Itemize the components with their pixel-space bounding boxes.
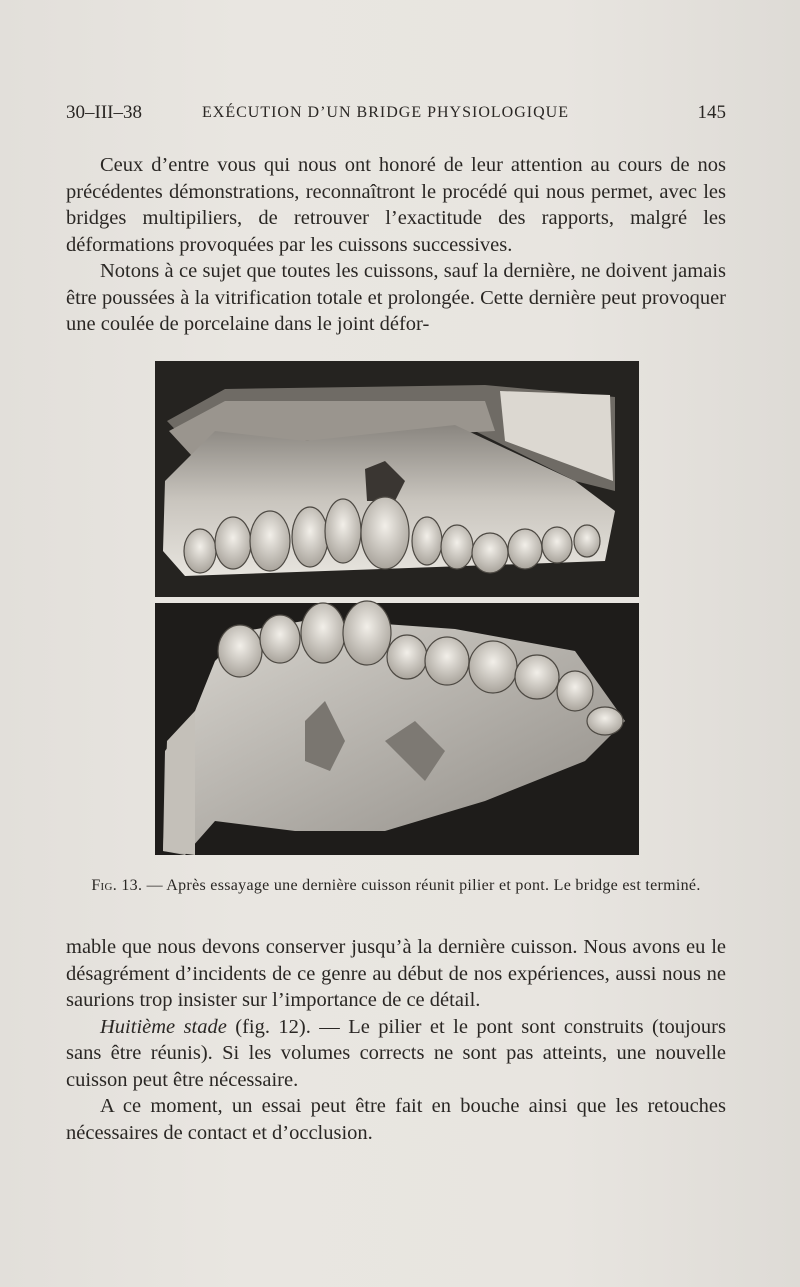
- figure-caption: [66, 876, 726, 895]
- body-text-top: [66, 152, 726, 338]
- paragraph: A ce moment, un essai peut être fait en bouche ainsi que les retouches nécessaires de contact et d’occlusion.: [66, 1095, 726, 1144]
- chapter-title: EXÉCUTION D’UN BRIDGE PHYSIOLOGIQUE: [202, 104, 569, 121]
- paragraph-text: (fig. 12). — Le pilier et le pont sont construits (toujours sans être réunis). Si les volumes corrects ne sont pas atteints, une nouvelle cuisson peut être nécessaire.: [66, 1015, 726, 1091]
- running-head: [66, 102, 726, 132]
- figure-label: Fig. 13.: [91, 877, 143, 894]
- body-text-bottom: [66, 934, 726, 1146]
- figure-caption-text: — Après essayage une dernière cuisson réunit pilier et pont. Le bridge est terminé.: [142, 877, 701, 894]
- lower-jaw-cast: [155, 601, 639, 855]
- session-date: 30–III–38: [66, 102, 142, 123]
- paragraph: Ceux d’entre vous qui nous ont honoré de leur attention au cours de nos précédentes démonstrations, reconnaîtront le procédé qui nous permet, avec les bridges multipiliers, de retrouver l’exactitude des rapports, malgré les déformations provoquées par les cuissons successives.: [66, 154, 726, 256]
- paragraph: Notons à ce sujet que toutes les cuissons, sauf la dernière, ne doivent jamais être poussées à la vitrification totale et prolongée. Cette dernière peut provoquer une coulée de porcelaine dans le joint défor-: [66, 260, 726, 335]
- figure-13-photograph: [155, 361, 639, 855]
- paragraph: [66, 1014, 726, 1094]
- stage-heading: Huitième stade: [100, 1015, 227, 1038]
- paragraph: mable que nous devons conserver jusqu’à la dernière cuisson. Nous avons eu le désagrément d’incidents de ce genre au début de nos expériences, aussi nous ne saurions trop insister sur l’importance de ce détail.: [66, 936, 726, 1011]
- upper-jaw-cast: [155, 361, 639, 597]
- page-number: 145: [697, 102, 726, 123]
